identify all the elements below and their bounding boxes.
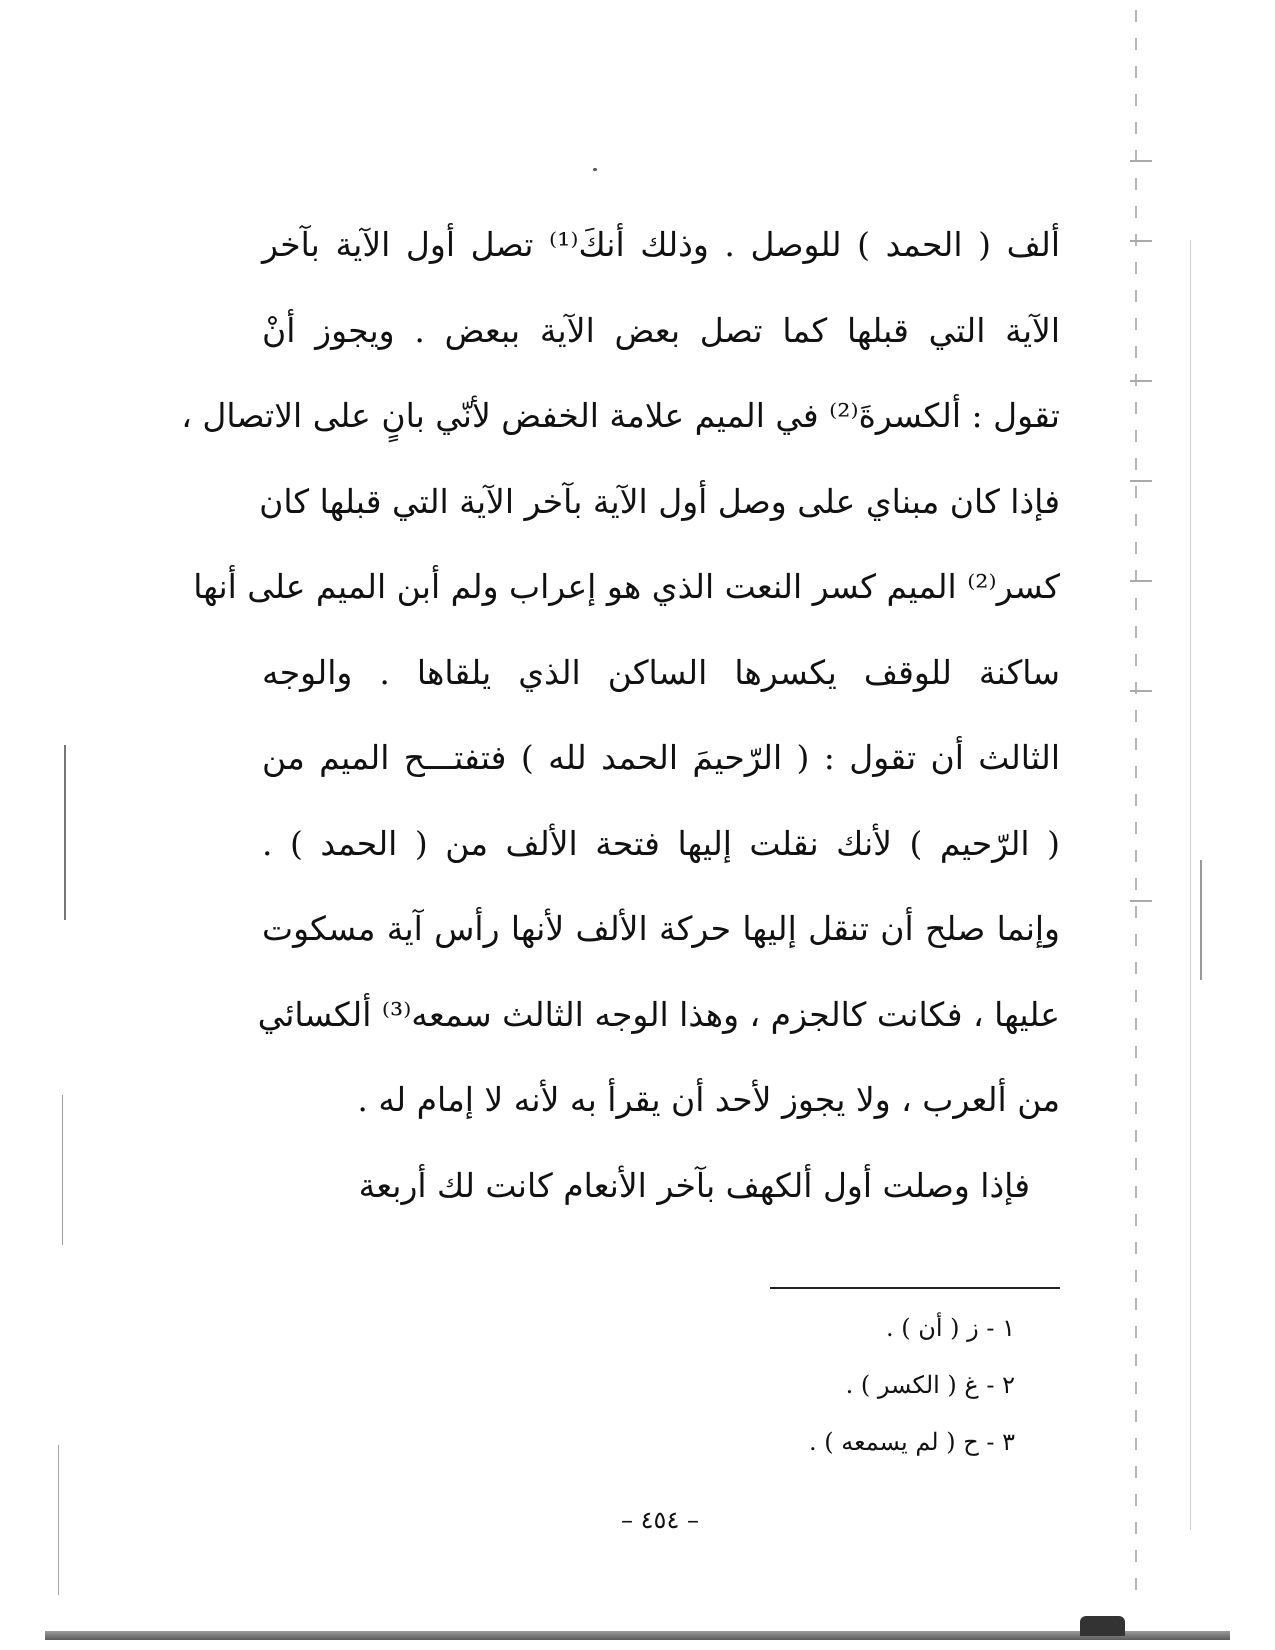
- footnote-separator: [770, 1287, 1060, 1289]
- scan-speck: [593, 168, 597, 171]
- footnote-1: ١ - ز ( أن ) .: [885, 1314, 1015, 1342]
- text-line-10: عليها ، فكانت كالجزم ، وهذا الوجه الثالث سمعه⁽³⁾ ألكسائي: [257, 994, 1060, 1034]
- scan-blot: [1080, 1616, 1125, 1636]
- text-line-7: الثالث أن تقول : ( الرّحيمَ الحمد لله ) فتفتـــح الميم من: [262, 738, 1060, 777]
- scan-tick: [1130, 160, 1152, 162]
- scan-tick: [1130, 240, 1152, 242]
- text-line-4: فإذا كان مبناي على وصل أول الآية بآخر الآية التي قبلها كان: [259, 481, 1060, 521]
- scan-tick: [1130, 380, 1152, 382]
- scan-edge-mark: [58, 1445, 59, 1595]
- footnote-3: ٣ - ح ( لم يسمعه ) .: [809, 1428, 1015, 1456]
- main-text-block: [181, 215, 1060, 1241]
- scan-edge-mark: [1200, 860, 1202, 980]
- text-line-1: ألف ( الحمد ) للوصل . وذلك أنكَ⁽¹⁾ تصل أول الآية بآخر: [262, 225, 1060, 264]
- scan-edge-mark: [64, 745, 66, 920]
- scan-edge-line: [1135, 10, 1137, 1600]
- text-line-5: كسر⁽²⁾ الميم كسر النعت الذي هو إعراب ولم أبن الميم على أنها: [193, 567, 1060, 606]
- text-line-2: الآية التي قبلها كما تصل بعض الآية ببعض . ويجوز أنْ: [262, 310, 1060, 350]
- scan-tick: [1130, 900, 1152, 902]
- scan-tick: [1130, 480, 1152, 482]
- text-line-9: وإنما صلح أن تنقل إليها حركة الألف لأنها رأس آية مسكوت: [262, 909, 1060, 948]
- text-line-6: ساكنة للوقف يكسرها الساكن الذي يلقاها . والوجه: [262, 652, 1060, 692]
- scan-bottom-edge: [45, 1631, 1230, 1640]
- text-line-8: ( الرّحيم ) لأنك نقلت إليها فتحة الألف من ( الحمد ) .: [262, 823, 1060, 863]
- scan-edge-line: [1190, 240, 1191, 1530]
- text-line-11: من ألعرب ، ولا يجوز لأحد أن يقرأ به لأنه لا إمام له .: [357, 1080, 1060, 1119]
- scan-tick: [1130, 690, 1152, 692]
- page-number: – ٤٥٤ –: [621, 1506, 699, 1534]
- text-line-12: فإذا وصلت أول ألكهف بآخر الأنعام كانت لك أربعة: [358, 1165, 1030, 1205]
- scan-edge-mark: [62, 1095, 63, 1245]
- scan-tick: [1130, 580, 1152, 582]
- footnotes-block: [640, 1300, 1015, 1471]
- text-line-3: تقول : ألكسرةَ⁽²⁾ في الميم علامة الخفض لأنّي بانٍ على الاتصال ،: [181, 396, 1060, 435]
- footnote-2: ٢ - غ ( الكسر ) .: [845, 1371, 1015, 1399]
